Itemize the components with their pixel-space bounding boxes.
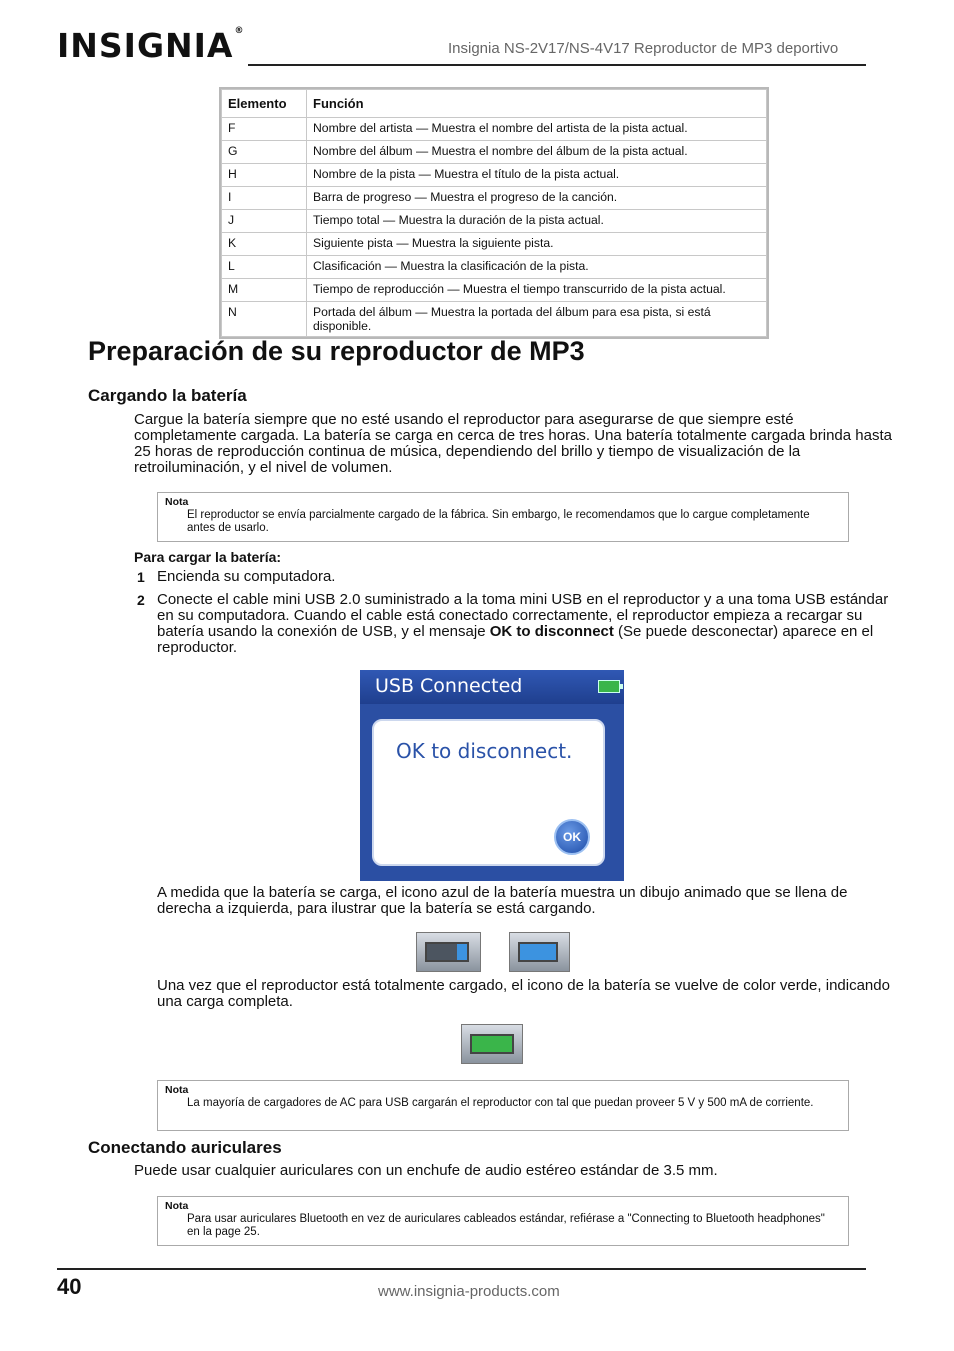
table-row <box>222 233 767 256</box>
battery-charging-icon <box>509 932 570 972</box>
step-1-text: Encienda su computadora. <box>157 568 336 585</box>
step-2-text-b: (Se puede desconectar) aparece en el reproductor. <box>157 623 874 656</box>
table-cell-key: M <box>222 279 307 302</box>
table-header-element: Elemento <box>222 90 307 118</box>
footer-url: www.insignia-products.com <box>378 1283 560 1300</box>
table-row <box>222 302 767 337</box>
steps-title: Para cargar la batería: <box>134 549 282 565</box>
table-cell-key: J <box>222 210 307 233</box>
table-cell-value: Tiempo de reproducción — Muestra el tiempo transcurrido de la pista actual. <box>307 279 767 302</box>
note-text: El reproductor se envía parcialmente cargado de la fábrica. Sin embargo, le recomendamos que lo cargue completamente antes de usarlo. <box>187 509 810 534</box>
table-row <box>222 279 767 302</box>
battery-body <box>425 942 469 962</box>
table-cell-key: L <box>222 256 307 279</box>
table-cell-value: Nombre del álbum — Muestra el nombre del álbum de la pista actual. <box>307 141 767 164</box>
charger-note <box>157 1080 849 1131</box>
note-label: Nota <box>165 1200 189 1212</box>
note-text: La mayoría de cargadores de AC para USB cargarán el reproductor con tal que puedan proveer 5 V y 500 mA de corriente. <box>187 1097 814 1109</box>
table-row <box>222 164 767 187</box>
usb-connected-screen <box>360 670 624 881</box>
battery-intro: Cargue la batería siempre que no esté usando el reproductor para asegurarse de que siempre esté completamente cargada. La batería se carga en cerca de tres horas. Una batería totalmente cargada brinda hasta 25 horas de reproducción continua de música, dependiendo del brillo y tiempo de visualización de la retroiluminación, y el nivel de volumen. <box>134 411 892 476</box>
table-cell-value: Tiempo total — Muestra la duración de la pista actual. <box>307 210 767 233</box>
page-number: 40 <box>57 1274 82 1299</box>
footer-rule <box>57 1268 866 1270</box>
table-row <box>222 187 767 210</box>
table-cell-key: H <box>222 164 307 187</box>
battery-body <box>470 1034 514 1054</box>
step-number: 1 <box>137 569 145 585</box>
battery-body <box>518 942 558 962</box>
header-rule <box>248 64 866 66</box>
charging-text: A medida que la batería se carga, el icono azul de la batería muestra un dibujo animado que se llena de derecha a izquierda, para ilustrar que la batería se está cargando. <box>157 884 848 917</box>
table-cell-key: K <box>222 233 307 256</box>
screen-title: USB Connected <box>375 675 523 697</box>
table-cell-value: Portada del álbum — Muestra la portada del álbum para esa pista, si está disponible. <box>307 302 767 337</box>
note-label: Nota <box>165 496 189 508</box>
table-row <box>222 256 767 279</box>
table-cell-key: I <box>222 187 307 210</box>
step-2-text <box>157 592 897 656</box>
section-title: Preparación de su reproductor de MP3 <box>88 336 585 366</box>
step-number: 2 <box>137 592 145 608</box>
step-2-bold: OK to disconnect <box>489 623 614 640</box>
header-title: Insignia NS-2V17/NS-4V17 Reproductor de MP3 deportivo <box>448 40 839 57</box>
step-2-text-a: Conecte el cable mini USB 2.0 suministrado a la toma mini USB en el reproductor y a una toma USB estándar en su computadora. Cuando el cable está conectado correctamente, el reproductor empieza a recargar su batería usando la conexión de USB, y el mensaje <box>157 591 889 640</box>
note-text: Para usar auriculares Bluetooth en vez de auriculares cableados estándar, refiérase a "Connecting to Bluetooth headphones" en la page 25. <box>187 1213 825 1238</box>
table-cell-key: F <box>222 118 307 141</box>
battery-heading: Cargando la batería <box>88 386 247 405</box>
table-cell-key: G <box>222 141 307 164</box>
battery-full-green-icon <box>461 1024 523 1064</box>
table-cell-value: Barra de progreso — Muestra el progreso de la canción. <box>307 187 767 210</box>
battery-charging-icon <box>416 932 481 972</box>
note-label: Nota <box>165 1084 189 1096</box>
table-cell-key: N <box>222 302 307 337</box>
battery-note <box>157 492 849 542</box>
table-row <box>222 118 767 141</box>
table-cell-value: Nombre del artista — Muestra el nombre del artista de la pista actual. <box>307 118 767 141</box>
screen-message: OK to disconnect. <box>396 739 573 763</box>
insignia-logo: INSIGNIA® <box>57 26 245 65</box>
full-charge-text: Una vez que el reproductor está totalmente cargado, el icono de la batería se vuelve de color verde, indicando una carga completa. <box>157 977 890 1010</box>
battery-fill-full-blue <box>520 944 556 960</box>
headphones-text: Puede usar cualquier auriculares con un enchufe de audio estéreo estándar de 3.5 mm. <box>134 1162 718 1179</box>
table-cell-value: Clasificación — Muestra la clasificación de la pista. <box>307 256 767 279</box>
ok-button-icon: OK <box>554 819 590 855</box>
headphones-heading: Conectando auriculares <box>88 1138 282 1157</box>
table-row <box>222 141 767 164</box>
battery-full-icon <box>598 680 620 693</box>
headphones-note <box>157 1196 849 1246</box>
table-row <box>222 210 767 233</box>
battery-fill-partial <box>457 944 467 960</box>
table-header-function: Función <box>307 90 767 118</box>
element-function-table <box>219 87 769 339</box>
table-cell-value: Siguiente pista — Muestra la siguiente pista. <box>307 233 767 256</box>
table-cell-value: Nombre de la pista — Muestra el título de la pista actual. <box>307 164 767 187</box>
screen-message-panel <box>372 719 605 866</box>
